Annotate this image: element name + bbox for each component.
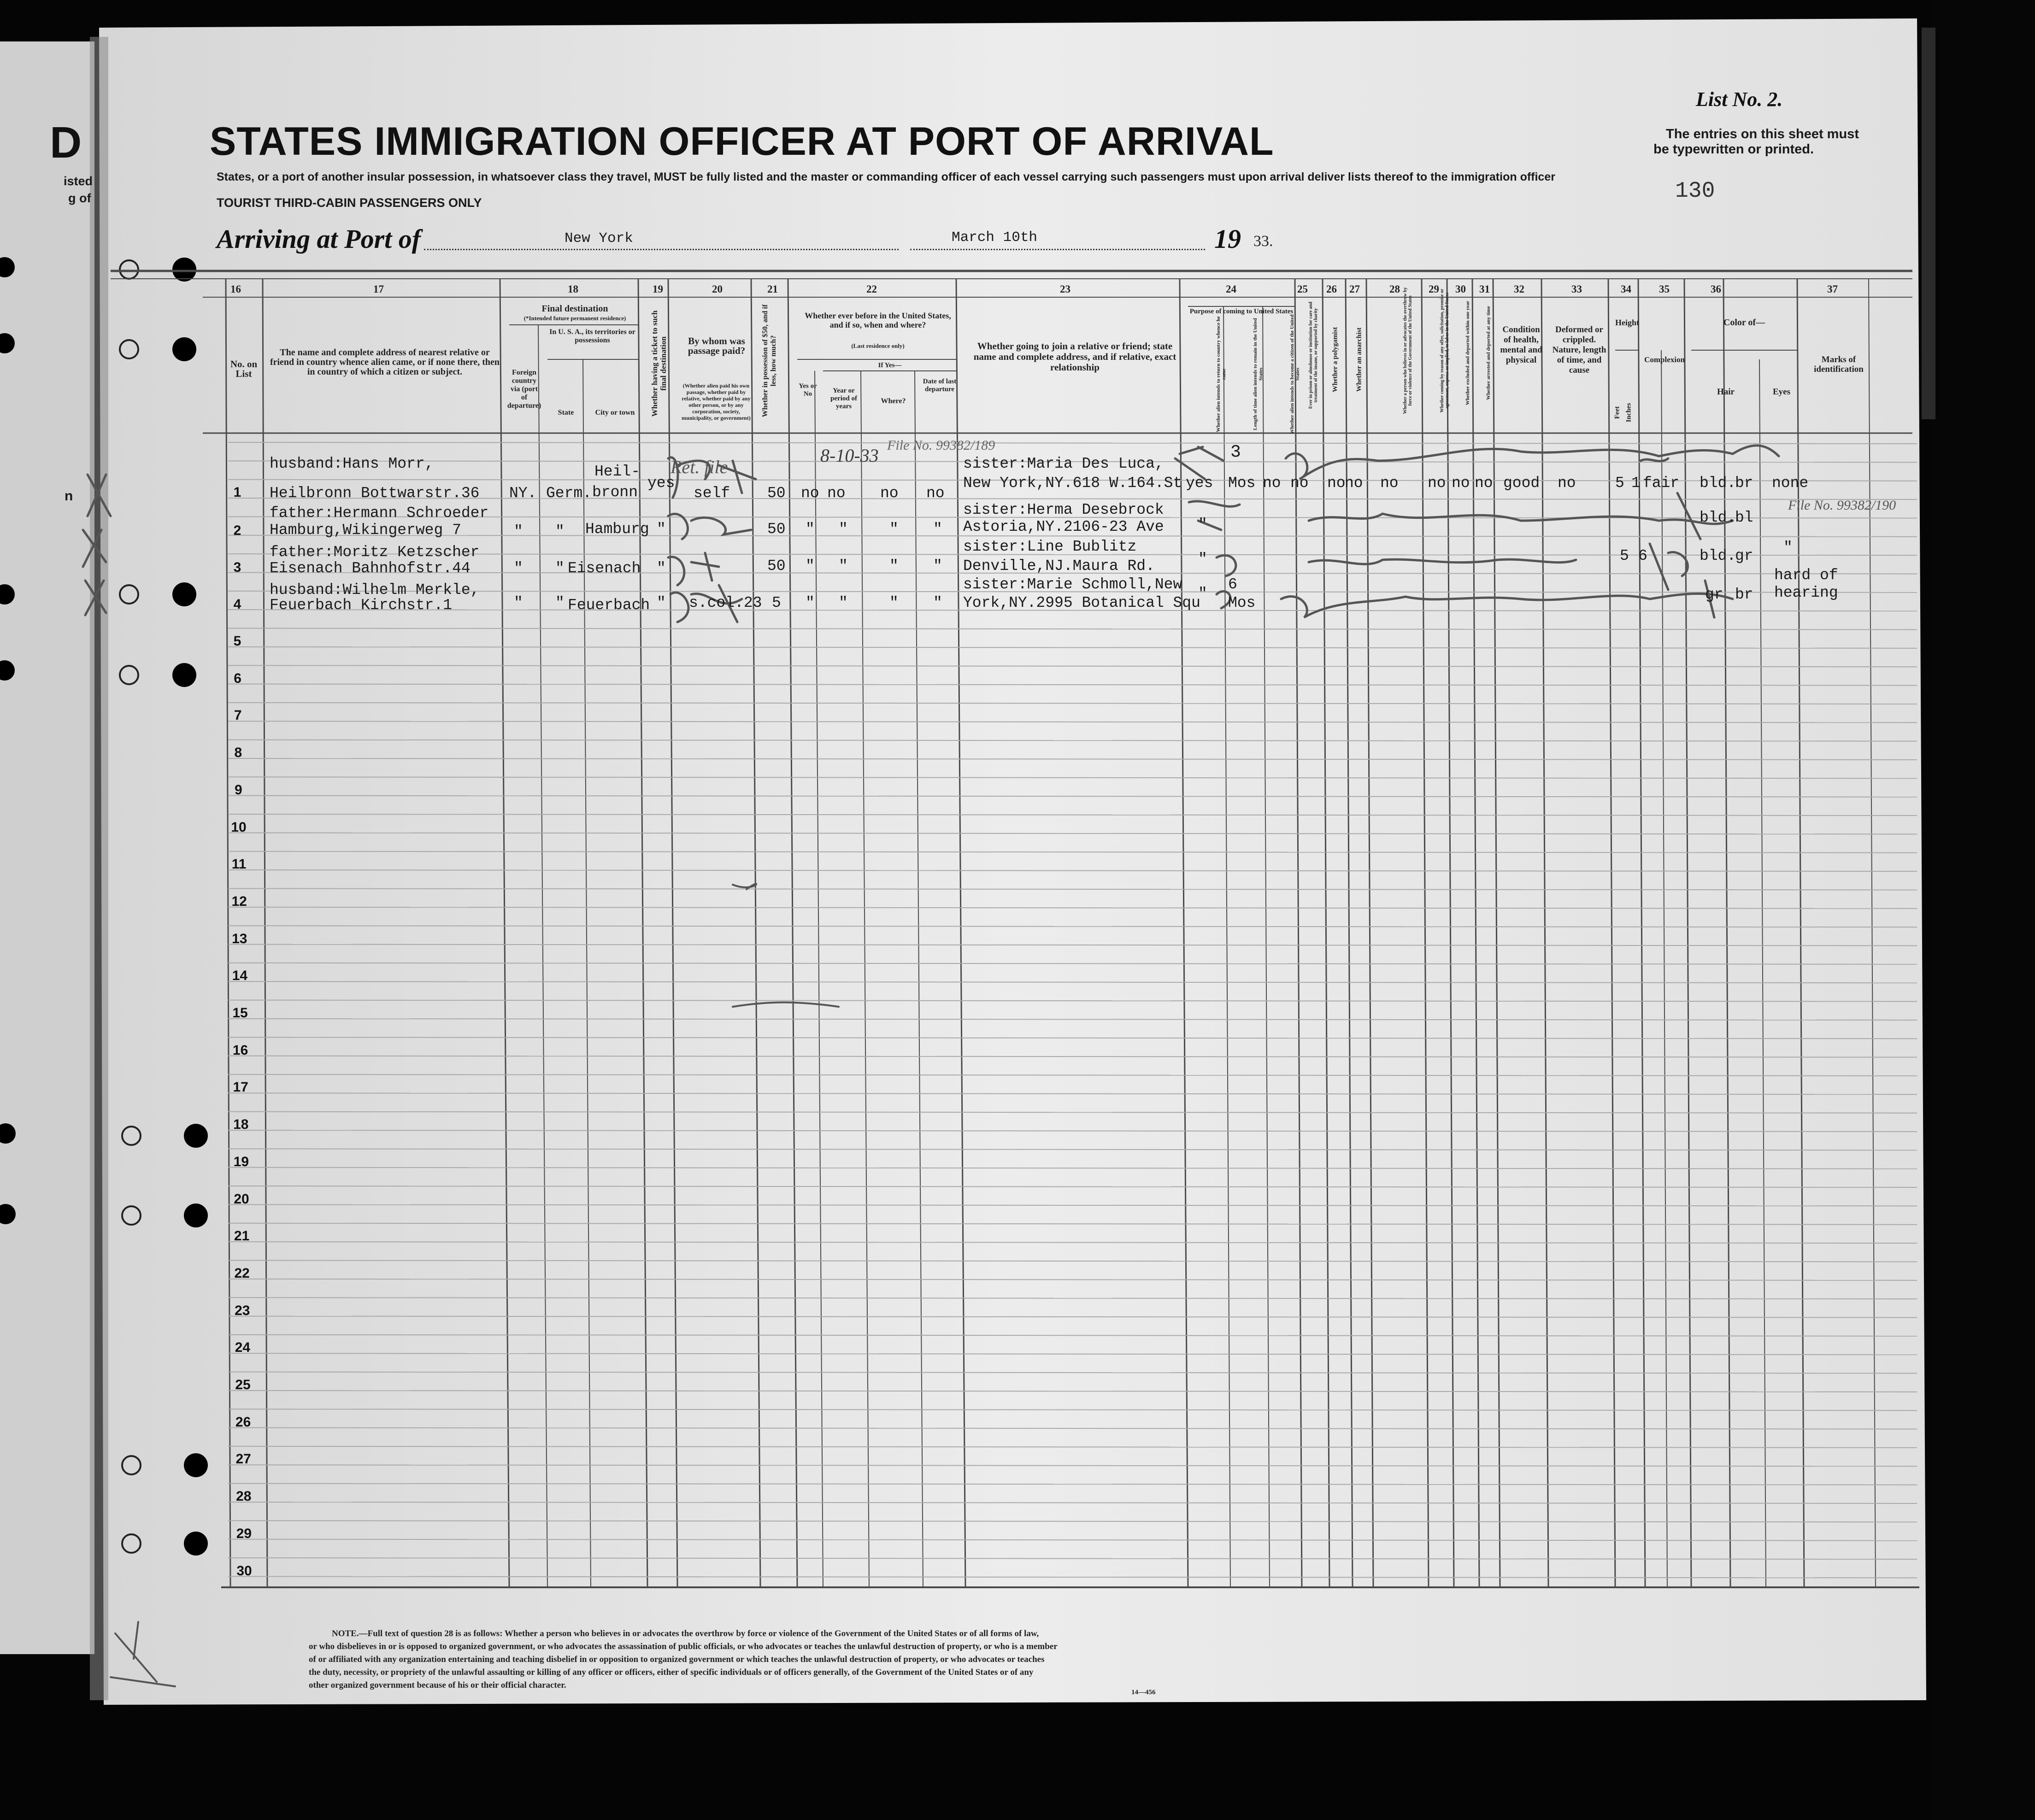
header-marks: Marks of identification bbox=[1814, 355, 1864, 374]
header-no-on-list: No. on List bbox=[230, 358, 258, 379]
row-number: 25 bbox=[235, 1377, 251, 1392]
inches: 6 bbox=[1638, 547, 1647, 564]
header-nearest-relative: The name and complete address of nearest relative or friend in country whence alien came, or if none there, then in country of which a citizen or subject. bbox=[270, 347, 500, 377]
length-line1: 3 bbox=[1230, 442, 1241, 462]
ever-where: " bbox=[889, 521, 899, 538]
port-underline bbox=[424, 249, 899, 250]
header-join-relative: Whether going to join a relative or friend; state name and complete address, and if relative, exact relationship bbox=[973, 341, 1176, 373]
column-number: 32 bbox=[1514, 283, 1524, 295]
header-eyes: Eyes bbox=[1773, 387, 1790, 397]
join-line1: sister:Maria Des Luca, bbox=[963, 455, 1164, 472]
passage-paid: s.col.23 bbox=[689, 594, 762, 611]
join-line2: Denville,NJ.Maura Rd. bbox=[963, 558, 1155, 575]
column-number: 24 bbox=[1226, 283, 1236, 295]
margin-fragment: n bbox=[65, 488, 73, 504]
column-number: 30 bbox=[1455, 283, 1466, 295]
hair: bld. bbox=[1700, 509, 1736, 526]
passage-paid: self bbox=[694, 485, 730, 502]
file-number-right-handwritten: File No. 99382/190 bbox=[1788, 498, 1896, 513]
note-line: the duty, necessity, or propriety of the unlawful assaulting or killing of any officer or officers, either of specific individuals or of officers generally, of the Government of the United States or of any bbox=[309, 1667, 1034, 1677]
header-complexion: Complexion bbox=[1644, 355, 1685, 364]
feet: 5 bbox=[1615, 475, 1624, 492]
relative-line2: Hamburg,Wikingerweg 7 bbox=[270, 522, 461, 539]
row-number: 19 bbox=[233, 1154, 249, 1169]
row-number: 17 bbox=[233, 1080, 248, 1095]
date-value: March 10th bbox=[952, 229, 1038, 246]
return: yes bbox=[1186, 475, 1213, 492]
header-foreign-country: Foreign country via (port of departure) bbox=[507, 369, 541, 410]
header-anarchist: Whether an anarchist bbox=[1355, 327, 1363, 392]
ever-date: " bbox=[933, 594, 942, 611]
money: 5 bbox=[772, 594, 781, 611]
header-passage-paid: By whom was passage paid? bbox=[688, 335, 746, 356]
header-passage-paid-note: (Whether alien paid his own passage, whether paid by relative, whether paid by any other person, or by any corporation, society, municipality, or government) bbox=[682, 382, 751, 421]
date-underline bbox=[910, 249, 1205, 250]
column-number: 34 bbox=[1621, 283, 1631, 295]
header-arrested: Whether arrested and deported at any time bbox=[1486, 306, 1491, 400]
state: " bbox=[555, 560, 565, 577]
deformed: no bbox=[1558, 475, 1576, 492]
relative-line1: father:Hermann Schroeder bbox=[270, 505, 489, 522]
join-line2: Astoria,NY.2106-23 Ave bbox=[963, 518, 1164, 535]
header-city: City or town bbox=[595, 409, 635, 417]
row-number: 28 bbox=[236, 1489, 252, 1504]
header-if-yes: If Yes— bbox=[878, 362, 902, 369]
city-line1: Heil- bbox=[594, 463, 641, 480]
note-line: or who disbelieves in or is opposed to organized government, or who advocates the assassination of public officials, or who advocates or teaches the unlawful destruction of property, or who is a member bbox=[309, 1642, 1058, 1651]
city-line1: Feuerbach bbox=[568, 597, 650, 614]
ever-before: no bbox=[801, 485, 819, 502]
ticket: yes bbox=[647, 475, 675, 492]
overthrow: no bbox=[1380, 475, 1399, 492]
city-line2: bronn bbox=[592, 484, 638, 501]
margin-fragment: g of bbox=[68, 191, 91, 205]
row-number: 22 bbox=[234, 1265, 250, 1281]
eyes: br bbox=[1735, 475, 1753, 492]
row-number: 15 bbox=[232, 1005, 248, 1021]
ever-where: " bbox=[889, 558, 899, 575]
marks: " bbox=[1783, 539, 1793, 556]
row-number: 18 bbox=[233, 1117, 249, 1133]
row-number: 2 bbox=[233, 523, 241, 538]
header-overthrow: Whether a person who believes in or advocates the overthrow by force or violence of the Government of the United States bbox=[1403, 287, 1413, 414]
row-number: 10 bbox=[231, 819, 247, 835]
relative-line1: father:Moritz Ketzscher bbox=[270, 544, 480, 561]
header-citizen: Whether alien intends to become a citizen of the United States bbox=[1289, 314, 1300, 434]
complexion: fair bbox=[1643, 475, 1680, 492]
list-number: List No. 2. bbox=[1696, 88, 1783, 111]
hair: bld. bbox=[1700, 475, 1736, 492]
money: 50 bbox=[767, 558, 786, 575]
instructions-line2: be typewritten or printed. bbox=[1653, 142, 1814, 157]
stamped-page-number: 130 bbox=[1675, 179, 1715, 204]
ever-year: " bbox=[839, 594, 848, 611]
column-number: 29 bbox=[1429, 283, 1439, 295]
note-line: of or affiliated with any organization entertaining and teaching disbelief in or opposition to organized government or which teaches the unlawful destruction of property, or who advocates or teaches bbox=[309, 1655, 1045, 1664]
page-subtitle: States, or a port of another insular possession, in whatsoever class they travel, MUST be fully listed and the master or commanding officer of each vessel carrying such passengers must upon arrival deliver lists thereof to the immigration officer bbox=[217, 170, 1555, 183]
eyes: gr bbox=[1735, 547, 1753, 564]
column-number: 28 bbox=[1389, 283, 1400, 295]
class-label: TOURIST THIRD-CABIN PASSENGERS ONLY bbox=[217, 196, 482, 210]
city-line1: Eisenach bbox=[568, 560, 641, 577]
header-purpose: Purpose of coming to United States bbox=[1189, 308, 1294, 315]
foreign-port: " bbox=[514, 594, 523, 611]
column-number: 17 bbox=[373, 283, 384, 295]
eyes: bl bbox=[1735, 509, 1753, 526]
header-where: Where? bbox=[881, 397, 906, 405]
row-number: 16 bbox=[232, 1042, 248, 1058]
health: good bbox=[1503, 475, 1540, 492]
column-number: 19 bbox=[653, 283, 663, 295]
length-line2: Mos bbox=[1228, 594, 1256, 611]
ever-where: " bbox=[889, 594, 899, 611]
column-number: 31 bbox=[1479, 283, 1490, 295]
prison: no bbox=[1290, 475, 1309, 492]
column-number: 35 bbox=[1659, 283, 1670, 295]
header-usa: In U. S. A., its territories or possessions bbox=[549, 328, 635, 344]
row-number: 4 bbox=[233, 597, 241, 612]
excluded: no bbox=[1452, 475, 1470, 492]
join-line1: sister:Herma Desebrock bbox=[963, 501, 1164, 518]
hair: bld. bbox=[1700, 547, 1736, 564]
form-code: 14—456 bbox=[1131, 1689, 1156, 1696]
ever-where: no bbox=[880, 485, 899, 502]
column-number: 18 bbox=[568, 283, 578, 295]
header-year: Year or period of years bbox=[830, 387, 857, 410]
return: " bbox=[1198, 516, 1207, 533]
row-number: 21 bbox=[234, 1228, 250, 1244]
file-number-handwritten: File No. 99382/189 bbox=[887, 438, 995, 453]
row-number: 6 bbox=[234, 670, 241, 686]
instructions-line1: The entries on this sheet must bbox=[1666, 127, 1859, 141]
header-ever-before: Whether ever before in the United States, and if so, when and where? bbox=[805, 311, 951, 329]
header-polygamist: Whether a polygamist bbox=[1331, 327, 1339, 393]
year-suffix: 33. bbox=[1253, 233, 1273, 250]
column-number: 23 bbox=[1060, 283, 1070, 295]
foreign-port: " bbox=[514, 523, 523, 540]
column-number: 22 bbox=[866, 283, 877, 295]
column-number: 27 bbox=[1349, 283, 1360, 295]
length-line2: Mos bbox=[1228, 475, 1256, 492]
foreign-port: NY. bbox=[509, 485, 537, 502]
note-line: other organized government because of his or their official character. bbox=[309, 1680, 566, 1690]
ever-year: " bbox=[839, 521, 848, 538]
state: Germ. bbox=[546, 485, 592, 502]
row-number: 24 bbox=[235, 1340, 251, 1356]
ever-before: " bbox=[806, 594, 815, 611]
ever-year: " bbox=[839, 558, 848, 575]
marks-line2: hearing bbox=[1774, 584, 1838, 601]
arriving-label: Arriving at Port of bbox=[217, 224, 421, 254]
relative-line1: husband:Hans Morr, bbox=[270, 455, 434, 472]
column-number: 25 bbox=[1297, 283, 1308, 295]
join-line2: York,NY.2995 Botanical Squ bbox=[963, 594, 1200, 611]
header-length: Length of time alien intends to remain in the United States bbox=[1253, 318, 1264, 430]
labor: no bbox=[1428, 475, 1446, 492]
row-number: 3 bbox=[233, 560, 241, 575]
eyes: br bbox=[1735, 586, 1753, 603]
join-line1: sister:Line Bublitz bbox=[963, 538, 1137, 555]
header-yes-no: Yes or No bbox=[799, 382, 817, 398]
state: " bbox=[555, 594, 565, 611]
ever-date: " bbox=[933, 521, 942, 538]
previous-page-edge bbox=[0, 41, 94, 1654]
header-excluded: Whether excluded and deported within one year bbox=[1465, 300, 1470, 405]
row-number: 5 bbox=[233, 634, 241, 649]
letter-d: D bbox=[50, 118, 82, 167]
ever-before: " bbox=[806, 521, 815, 538]
anarchist: no bbox=[1345, 475, 1363, 492]
header-final-destination: Final destination bbox=[541, 304, 608, 314]
column-number: 21 bbox=[767, 283, 778, 295]
ever-year: no bbox=[827, 485, 846, 502]
citizen: no bbox=[1263, 475, 1281, 492]
marks: none bbox=[1772, 475, 1809, 492]
relative-line2: Heilbronn Bottwarstr.36 bbox=[270, 485, 480, 502]
row-number: 1 bbox=[233, 485, 241, 500]
ticket: " bbox=[657, 521, 666, 538]
ever-date: " bbox=[933, 558, 942, 575]
port-value: New York bbox=[565, 230, 633, 247]
inches: 1 bbox=[1631, 475, 1641, 492]
return: " bbox=[1198, 551, 1207, 568]
length-line1: 6 bbox=[1228, 576, 1237, 593]
return: " bbox=[1198, 585, 1207, 602]
header-hair: Hair bbox=[1717, 387, 1735, 397]
row-number: 14 bbox=[232, 968, 248, 984]
state: " bbox=[555, 523, 565, 540]
row-number: 29 bbox=[236, 1526, 252, 1541]
relative-line1: husband:Wilhelm Merkle, bbox=[270, 581, 480, 599]
header-deformed: Deformed or crippled. Nature, length of time, and cause bbox=[1552, 325, 1606, 375]
relative-line2: Feuerbach Kirchstr.1 bbox=[270, 597, 453, 614]
header-return: Whether alien intends to return to country whence he came bbox=[1216, 316, 1227, 432]
header-color-of: Color of— bbox=[1723, 317, 1765, 328]
relative-line2: Eisenach Bahnhofstr.44 bbox=[270, 560, 471, 577]
marks-line1: hard of bbox=[1774, 567, 1838, 584]
header-money: Whether in possession of $50, and if less, how much? bbox=[761, 304, 777, 417]
arrested: no bbox=[1475, 475, 1493, 492]
header-state: State bbox=[558, 409, 574, 417]
row-number: 26 bbox=[235, 1414, 251, 1430]
header-health: Condition of health, mental and physical bbox=[1500, 325, 1542, 365]
row-number: 7 bbox=[234, 708, 242, 723]
header-height: Height bbox=[1615, 318, 1639, 327]
header-date-departure: Date of last departure bbox=[923, 378, 957, 393]
money: 50 bbox=[767, 485, 786, 502]
join-line2: New York,NY.618 W.164.St bbox=[963, 475, 1182, 492]
column-number: 37 bbox=[1827, 283, 1838, 295]
city-line1: Hamburg bbox=[585, 521, 649, 538]
header-final-destination-note: (*Intended future permanent residence) bbox=[523, 315, 626, 322]
header-ever-before-note: (Last residence only) bbox=[851, 342, 905, 349]
polygamist: no bbox=[1327, 475, 1346, 492]
foreign-port: " bbox=[514, 560, 523, 577]
ticket: " bbox=[657, 594, 666, 611]
header-prison: Ever in prison or almshouse or institution for care and treatment of the insane, or supported by charity bbox=[1308, 301, 1318, 409]
header-feet: Feet bbox=[1613, 406, 1621, 419]
money: 50 bbox=[767, 521, 786, 538]
column-number: 16 bbox=[230, 283, 241, 295]
column-number: 33 bbox=[1571, 283, 1582, 295]
header-labor: Whether coming by reason of any offer, solicitation, promise or agreement, express or implied, to labor in the United States bbox=[1440, 288, 1450, 413]
year-prefix: 19 bbox=[1214, 224, 1241, 254]
visa-date-handwritten: 8-10-33 bbox=[820, 445, 879, 466]
row-number: 20 bbox=[234, 1191, 249, 1207]
page-title: STATES IMMIGRATION OFFICER AT PORT OF ARRIVAL bbox=[210, 119, 1274, 164]
ticket: " bbox=[657, 560, 666, 577]
row-number: 9 bbox=[235, 782, 242, 798]
row-number: 27 bbox=[235, 1451, 251, 1467]
paid-handwritten: Ret. file bbox=[670, 457, 728, 477]
row-number: 23 bbox=[235, 1303, 250, 1318]
header-inches: Inches bbox=[1625, 403, 1633, 423]
column-number: 20 bbox=[712, 283, 723, 295]
column-number: 36 bbox=[1711, 283, 1721, 295]
ever-before: " bbox=[806, 558, 815, 575]
feet: 5 bbox=[1620, 547, 1629, 564]
row-number: 13 bbox=[232, 931, 247, 946]
row-number: 12 bbox=[231, 893, 247, 909]
join-line1: sister:Marie Schmoll,New bbox=[963, 576, 1182, 593]
column-number: 26 bbox=[1326, 283, 1337, 295]
row-number: 30 bbox=[236, 1563, 252, 1579]
margin-fragment: isted bbox=[64, 174, 93, 188]
header-ticket: Whether having a ticket to such final destination bbox=[650, 310, 668, 417]
note-line: NOTE.—Full text of question 28 is as follows: Whether a person who believes in or advocates the overthrow by force or violence of the Government of the United States or of all forms of law, bbox=[332, 1629, 1039, 1638]
row-number: 8 bbox=[234, 745, 242, 761]
hair: gr bbox=[1705, 586, 1723, 603]
row-number: 11 bbox=[231, 857, 247, 872]
ever-date: no bbox=[926, 485, 945, 502]
